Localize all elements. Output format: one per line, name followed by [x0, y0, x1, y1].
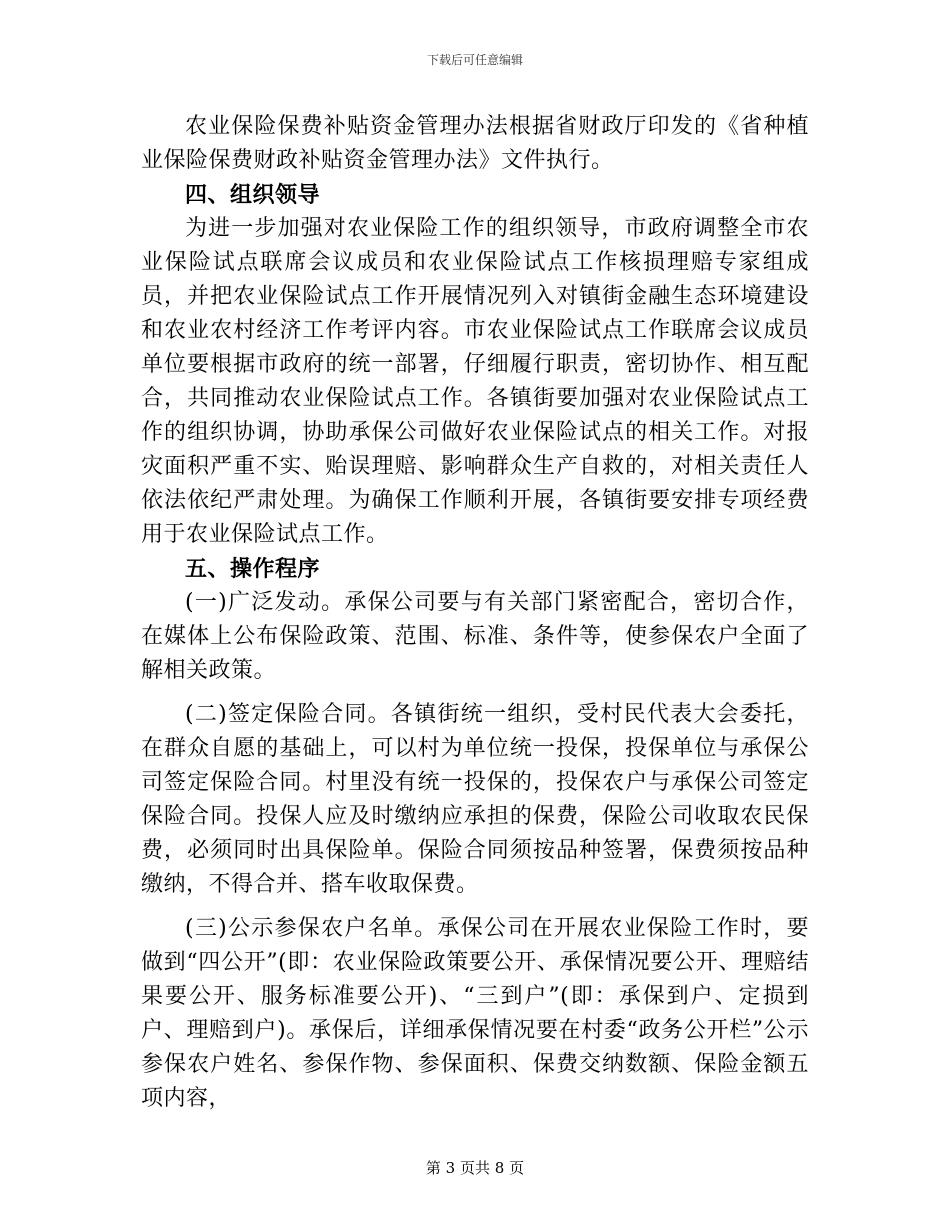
- section-heading-organization: 四、组织领导: [185, 182, 321, 208]
- paragraph-mobilization: (一)广泛发动。承保公司要与有关部门紧密配合，密切合作，在媒体上公布保险政策、范围、标准、条件等，使参保农户全面了解相关政策。: [141, 590, 809, 683]
- page-number: 第 3 页共 8 页: [425, 1159, 525, 1177]
- page-header: 下载后可任意编辑: [426, 53, 523, 67]
- paragraph-organization: 为进一步加强对农业保险工作的组织领导，市政府调整全市农业保险试点联席会议成员和农业保险试点工作核损理赔专家组成员，并把农业保险试点工作开展情况列入对镇街金融生态环境建设和农业农村经济工作考评内容。市农业保险试点工作联席会议成员单位要根据市政府的统一部署，仔细履行职责，密切协作、相互配合，共同推动农业保险试点工作。各镇街要加强对农业保险试点工作的组织协调，协助承保公司做好农业保险试点的相关工作。对报灾面积严重不实、贻误理赔、影响群众生产自救的，对相关责任人依法依纪严肃处理。为确保工作顺利开展，各镇街要安排专项经费用于农业保险试点工作。: [141, 216, 809, 547]
- paragraph-subsidy-funds: 农业保险保费补贴资金管理办法根据省财政厅印发的《省种植业保险保费财政补贴资金管理办法》文件执行。: [141, 114, 809, 173]
- document-body: [141, 110, 809, 1116]
- paragraph-publicity: (三)公示参保农户名单。承保公司在开展农业保险工作时，要做到“四公开”(即：农业保险政策要公开、承保情况要公开、理赔结果要公开、服务标准要公开)、“三到户”(即：承保到户、定损到户、理赔到户)。承保后，详细承保情况要在村委“政务公开栏”公示参保农户姓名、参保作物、参保面积、保费交纳数额、保险金额五项内容，: [141, 916, 809, 1111]
- paragraph-contract: (二)签定保险合同。各镇街统一组织，受村民代表大会委托，在群众自愿的基础上，可以村为单位统一投保，投保单位与承保公司签定保险合同。村里没有统一投保的，投保农户与承保公司签定保险合同。投保人应及时缴纳应承担的保费，保险公司收取农民保费，必须同时出具保险单。保险合同须按品种签署，保费须按品种缴纳，不得合并、搭车收取保费。: [141, 702, 809, 897]
- section-heading-procedure: 五、操作程序: [185, 556, 321, 582]
